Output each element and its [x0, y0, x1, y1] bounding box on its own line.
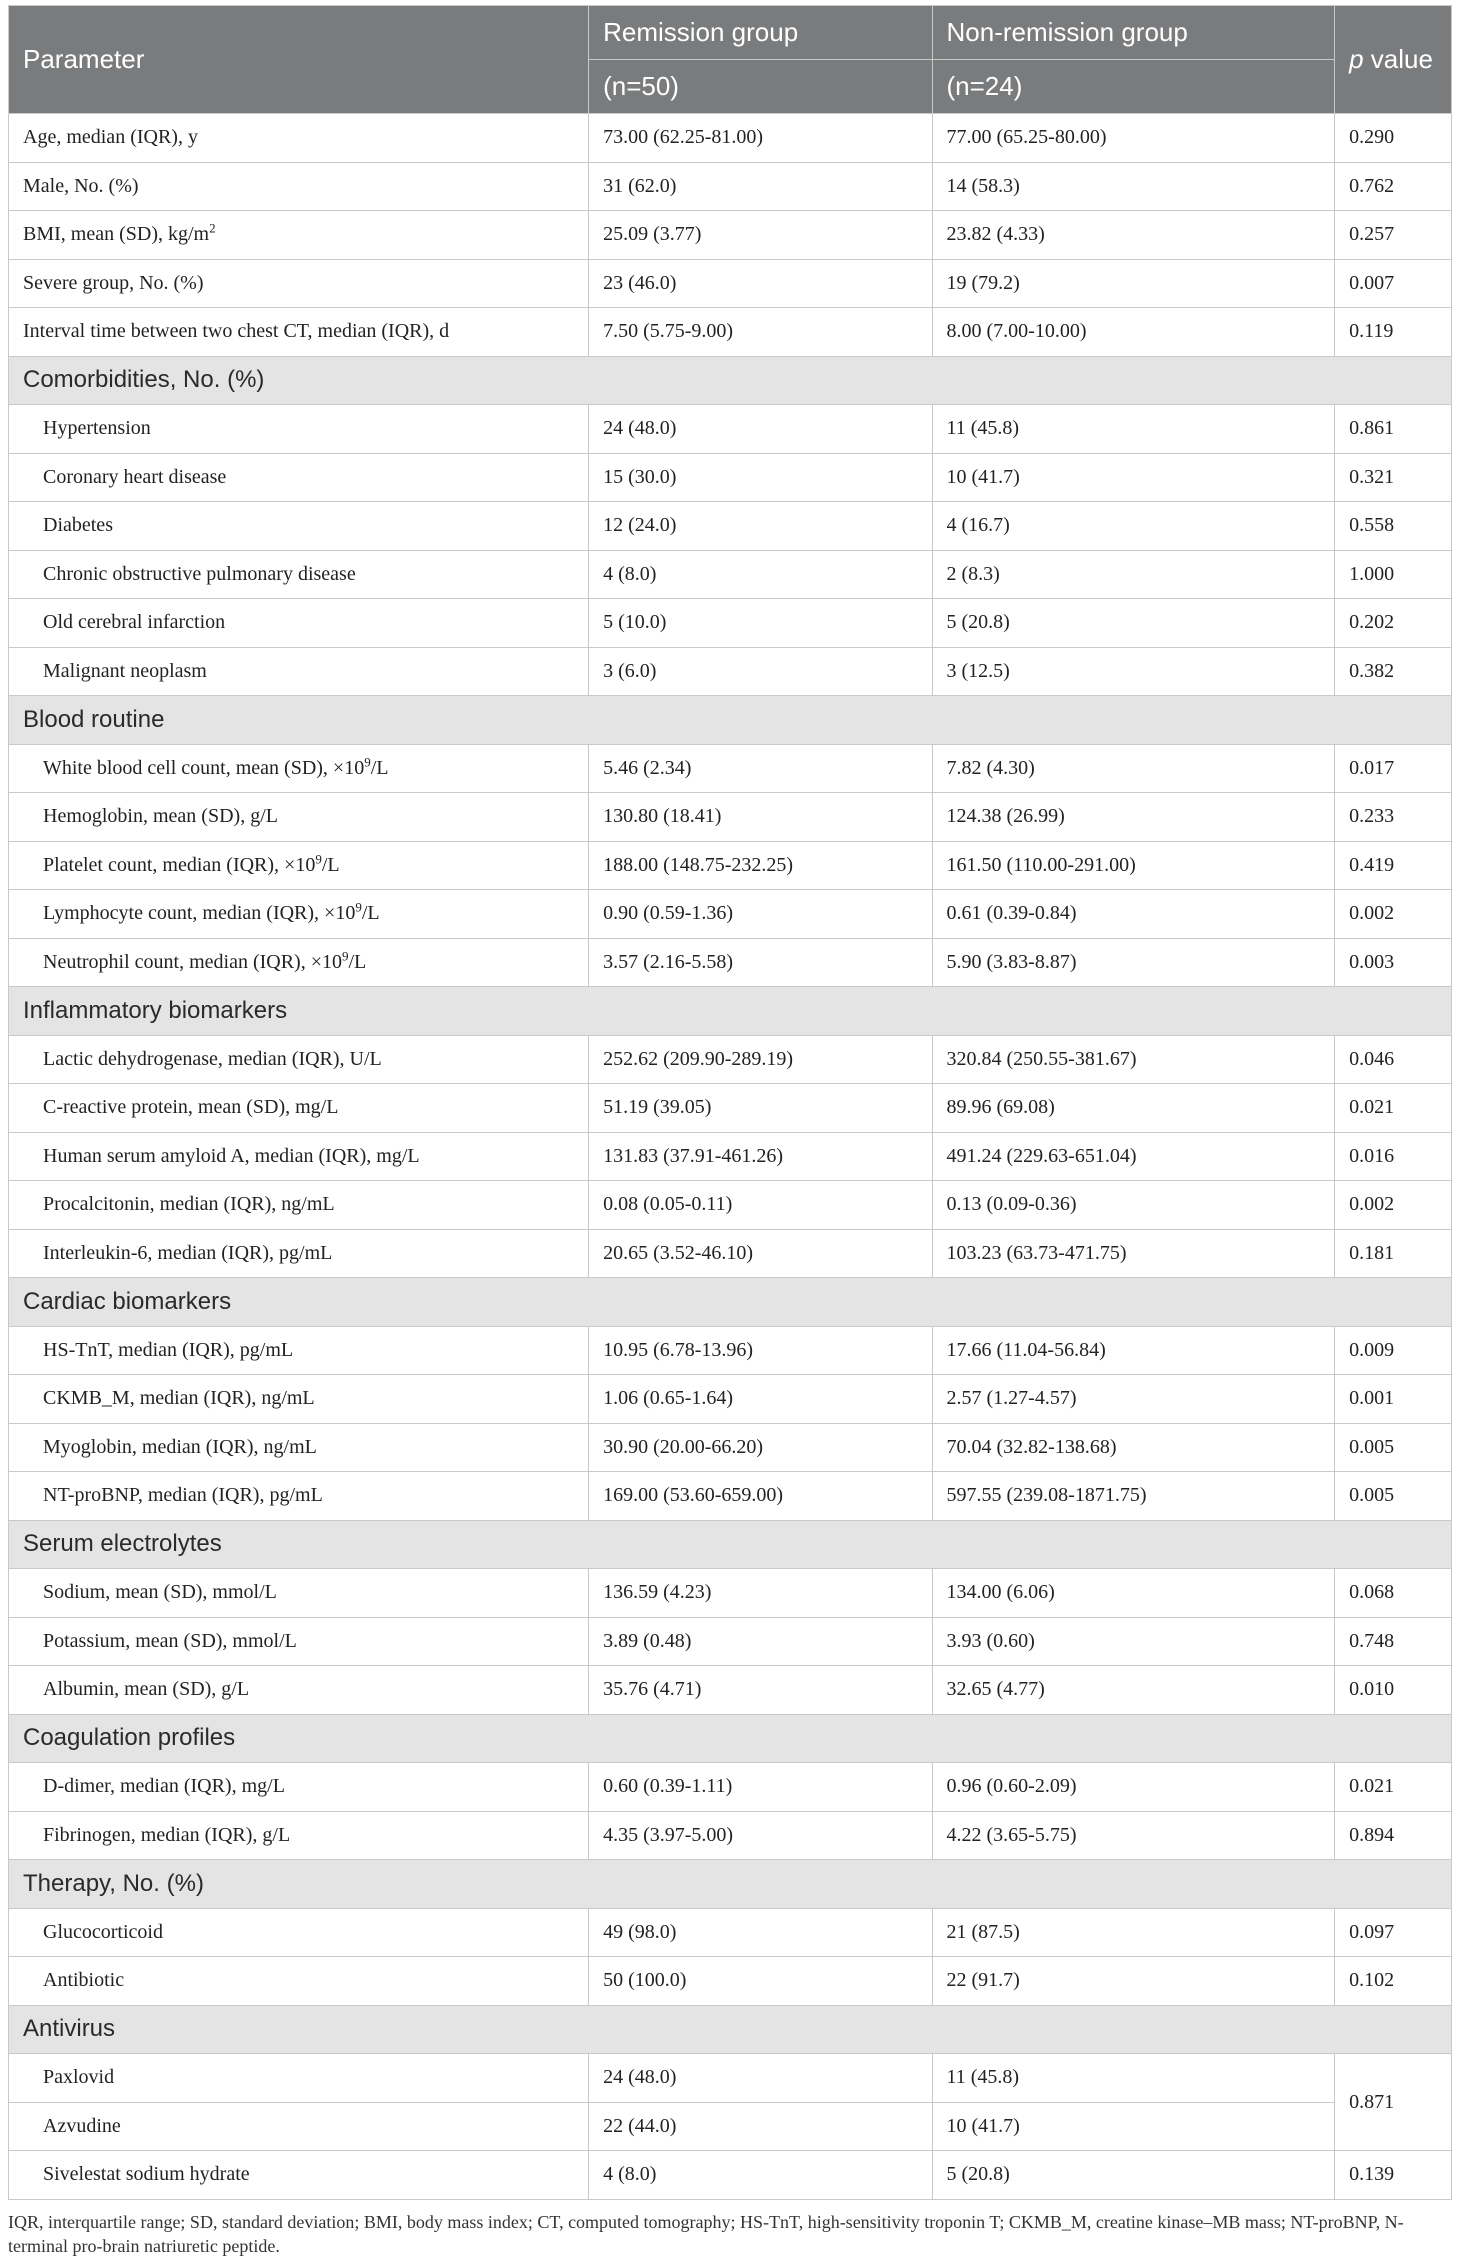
nonremission-value: 70.04 (32.82-138.68): [932, 1423, 1335, 1472]
p-value: 0.558: [1335, 502, 1452, 551]
table-row: [9, 1375, 1452, 1424]
table-row: [9, 1617, 1452, 1666]
table-row: [9, 938, 1452, 987]
remission-value: 10.95 (6.78-13.96): [589, 1326, 932, 1375]
row-label: [9, 211, 589, 260]
p-value: 0.002: [1335, 1181, 1452, 1230]
row-label-text: Lymphocyte count, median (IQR), ×10: [43, 902, 356, 925]
row-label: Sivelestat sodium hydrate: [9, 2151, 589, 2200]
row-label: Myoglobin, median (IQR), ng/mL: [9, 1423, 589, 1472]
p-value: 0.001: [1335, 1375, 1452, 1424]
row-label: Severe group, No. (%): [9, 259, 589, 308]
p-value: 0.762: [1335, 162, 1452, 211]
table-row: [9, 162, 1452, 211]
remission-value: 188.00 (148.75-232.25): [589, 841, 932, 890]
p-value: 0.007: [1335, 259, 1452, 308]
table-row: [9, 1229, 1452, 1278]
header-p-value: [1335, 6, 1452, 114]
p-value: 0.748: [1335, 1617, 1452, 1666]
nonremission-value: 161.50 (110.00-291.00): [932, 841, 1335, 890]
p-value: 0.419: [1335, 841, 1452, 890]
remission-value: 0.60 (0.39-1.11): [589, 1763, 932, 1812]
remission-value: 5.46 (2.34): [589, 744, 932, 793]
nonremission-value: 5 (20.8): [932, 2151, 1335, 2200]
remission-value: 30.90 (20.00-66.20): [589, 1423, 932, 1472]
row-label: Procalcitonin, median (IQR), ng/mL: [9, 1181, 589, 1230]
p-value: 0.321: [1335, 453, 1452, 502]
p-value: 0.005: [1335, 1472, 1452, 1521]
table-row: [9, 453, 1452, 502]
remission-value: 20.65 (3.52-46.10): [589, 1229, 932, 1278]
row-label: Interleukin-6, median (IQR), pg/mL: [9, 1229, 589, 1278]
row-label: Hemoglobin, mean (SD), g/L: [9, 793, 589, 842]
p-value: 0.097: [1335, 1908, 1452, 1957]
remission-value: 51.19 (39.05): [589, 1084, 932, 1133]
p-value: 0.016: [1335, 1132, 1452, 1181]
remission-value: 169.00 (53.60-659.00): [589, 1472, 932, 1521]
section-title: Antivirus: [9, 2005, 1452, 2054]
p-value: 0.102: [1335, 1957, 1452, 2006]
table-row: [9, 793, 1452, 842]
row-label: Azvudine: [9, 2102, 589, 2151]
table-row: [9, 1472, 1452, 1521]
nonremission-value: 11 (45.8): [932, 2054, 1335, 2103]
p-value: 0.010: [1335, 1666, 1452, 1715]
row-label-text: BMI, mean (SD), kg/m: [23, 223, 210, 246]
p-value: 0.003: [1335, 938, 1452, 987]
remission-value: 1.06 (0.65-1.64): [589, 1375, 932, 1424]
table-row: [9, 550, 1452, 599]
section-header-row: [9, 696, 1452, 745]
p-value: 0.861: [1335, 405, 1452, 454]
row-label: HS-TnT, median (IQR), pg/mL: [9, 1326, 589, 1375]
header-remission-n: (n=50): [589, 60, 932, 114]
remission-value: 50 (100.0): [589, 1957, 932, 2006]
nonremission-value: 320.84 (250.55-381.67): [932, 1035, 1335, 1084]
row-label: C-reactive protein, mean (SD), mg/L: [9, 1084, 589, 1133]
nonremission-value: 11 (45.8): [932, 405, 1335, 454]
nonremission-value: 89.96 (69.08): [932, 1084, 1335, 1133]
nonremission-value: 22 (91.7): [932, 1957, 1335, 2006]
nonremission-value: 32.65 (4.77): [932, 1666, 1335, 1715]
section-header-row: [9, 2005, 1452, 2054]
nonremission-value: 0.61 (0.39-0.84): [932, 890, 1335, 939]
row-label: Age, median (IQR), y: [9, 114, 589, 163]
nonremission-value: 597.55 (239.08-1871.75): [932, 1472, 1335, 1521]
row-label: [9, 744, 589, 793]
remission-value: 7.50 (5.75-9.00): [589, 308, 932, 357]
remission-value: 252.62 (209.90-289.19): [589, 1035, 932, 1084]
row-label-superscript: 9: [355, 899, 362, 915]
p-value: 0.046: [1335, 1035, 1452, 1084]
row-label: Old cerebral infarction: [9, 599, 589, 648]
table-row: [9, 502, 1452, 551]
nonremission-value: 134.00 (6.06): [932, 1569, 1335, 1618]
p-value: 0.257: [1335, 211, 1452, 260]
remission-value: 31 (62.0): [589, 162, 932, 211]
section-header-row: [9, 1278, 1452, 1327]
nonremission-value: 5.90 (3.83-8.87): [932, 938, 1335, 987]
table-row: [9, 1811, 1452, 1860]
p-value: 0.021: [1335, 1084, 1452, 1133]
section-title: Serum electrolytes: [9, 1520, 1452, 1569]
header-nonremission-title: Non-remission group: [932, 6, 1335, 60]
row-label: Coronary heart disease: [9, 453, 589, 502]
row-label-text: Platelet count, median (IQR), ×10: [43, 853, 316, 876]
nonremission-value: 10 (41.7): [932, 2102, 1335, 2151]
p-value: 0.009: [1335, 1326, 1452, 1375]
nonremission-value: 491.24 (229.63-651.04): [932, 1132, 1335, 1181]
row-label: Potassium, mean (SD), mmol/L: [9, 1617, 589, 1666]
table-row: [9, 1957, 1452, 2006]
p-value: 0.871: [1335, 2054, 1452, 2151]
nonremission-value: 4 (16.7): [932, 502, 1335, 551]
header-parameter: Parameter: [9, 6, 589, 114]
p-value: 0.202: [1335, 599, 1452, 648]
remission-value: 3.89 (0.48): [589, 1617, 932, 1666]
table-row: [9, 2054, 1452, 2103]
p-value: 1.000: [1335, 550, 1452, 599]
p-value: 0.119: [1335, 308, 1452, 357]
row-label-superscript: 9: [315, 851, 322, 867]
table-row: [9, 1181, 1452, 1230]
nonremission-value: 4.22 (3.65-5.75): [932, 1811, 1335, 1860]
row-label-suffix: /L: [321, 853, 340, 876]
remission-value: 5 (10.0): [589, 599, 932, 648]
nonremission-value: 2.57 (1.27-4.57): [932, 1375, 1335, 1424]
row-label-superscript: 9: [342, 948, 349, 964]
nonremission-value: 3.93 (0.60): [932, 1617, 1335, 1666]
table-row: [9, 647, 1452, 696]
table-row: [9, 1763, 1452, 1812]
nonremission-value: 103.23 (63.73-471.75): [932, 1229, 1335, 1278]
nonremission-value: 7.82 (4.30): [932, 744, 1335, 793]
row-label: Male, No. (%): [9, 162, 589, 211]
remission-value: 73.00 (62.25-81.00): [589, 114, 932, 163]
row-label-suffix: /L: [348, 950, 367, 973]
row-label: [9, 841, 589, 890]
remission-value: 22 (44.0): [589, 2102, 932, 2151]
table-row: [9, 1132, 1452, 1181]
row-label: Human serum amyloid A, median (IQR), mg/L: [9, 1132, 589, 1181]
row-label: Chronic obstructive pulmonary disease: [9, 550, 589, 599]
nonremission-value: 10 (41.7): [932, 453, 1335, 502]
table-footnote: IQR, interquartile range; SD, standard deviation; BMI, body mass index; CT, computed tomography; HS-TnT, high-sensitivity troponin T; CKMB_M, creatine kinase–MB mass; NT-proBNP, N-terminal pro-brain natriuretic peptide.: [8, 2211, 1404, 2256]
p-value: 0.139: [1335, 2151, 1452, 2200]
p-value: 0.005: [1335, 1423, 1452, 1472]
row-label-superscript: 9: [364, 754, 371, 770]
row-label-text: Neutrophil count, median (IQR), ×10: [43, 950, 342, 973]
table-row: [9, 744, 1452, 793]
remission-value: 23 (46.0): [589, 259, 932, 308]
remission-value: 4 (8.0): [589, 2151, 932, 2200]
header-remission-title: Remission group: [589, 6, 932, 60]
remission-value: 130.80 (18.41): [589, 793, 932, 842]
nonremission-value: 124.38 (26.99): [932, 793, 1335, 842]
p-value: 0.894: [1335, 1811, 1452, 1860]
remission-value: 25.09 (3.77): [589, 211, 932, 260]
table-row: [9, 211, 1452, 260]
row-label-text: White blood cell count, mean (SD), ×10: [43, 756, 365, 779]
row-label: [9, 890, 589, 939]
remission-value: 35.76 (4.71): [589, 1666, 932, 1715]
p-value: 0.021: [1335, 1763, 1452, 1812]
document: [8, 5, 1452, 2258]
results-table: [8, 5, 1452, 2200]
row-label: Diabetes: [9, 502, 589, 551]
table-row: [9, 405, 1452, 454]
row-label: Hypertension: [9, 405, 589, 454]
p-value: 0.382: [1335, 647, 1452, 696]
nonremission-value: 3 (12.5): [932, 647, 1335, 696]
remission-value: 24 (48.0): [589, 405, 932, 454]
section-header-row: [9, 1714, 1452, 1763]
row-label: CKMB_M, median (IQR), ng/mL: [9, 1375, 589, 1424]
remission-value: 0.08 (0.05-0.11): [589, 1181, 932, 1230]
table-header: [9, 6, 1452, 114]
table-body: [9, 114, 1452, 2200]
row-label-superscript: 2: [209, 220, 216, 236]
section-title: Cardiac biomarkers: [9, 1278, 1452, 1327]
row-label: NT-proBNP, median (IQR), pg/mL: [9, 1472, 589, 1521]
nonremission-value: 0.96 (0.60-2.09): [932, 1763, 1335, 1812]
remission-value: 136.59 (4.23): [589, 1569, 932, 1618]
row-label-suffix: /L: [361, 902, 380, 925]
row-label: Malignant neoplasm: [9, 647, 589, 696]
nonremission-value: 8.00 (7.00-10.00): [932, 308, 1335, 357]
remission-value: 24 (48.0): [589, 2054, 932, 2103]
row-label: Lactic dehydrogenase, median (IQR), U/L: [9, 1035, 589, 1084]
nonremission-value: 14 (58.3): [932, 162, 1335, 211]
nonremission-value: 77.00 (65.25-80.00): [932, 114, 1335, 163]
nonremission-value: 23.82 (4.33): [932, 211, 1335, 260]
section-header-row: [9, 1860, 1452, 1909]
remission-value: 4 (8.0): [589, 550, 932, 599]
section-header-row: [9, 987, 1452, 1036]
section-title: Therapy, No. (%): [9, 1860, 1452, 1909]
table-row: [9, 1326, 1452, 1375]
nonremission-value: 0.13 (0.09-0.36): [932, 1181, 1335, 1230]
table-row: [9, 1035, 1452, 1084]
header-nonremission-n: (n=24): [932, 60, 1335, 114]
section-title: Coagulation profiles: [9, 1714, 1452, 1763]
row-label-suffix: /L: [370, 756, 389, 779]
row-label: Glucocorticoid: [9, 1908, 589, 1957]
section-header-row: [9, 356, 1452, 405]
nonremission-value: 19 (79.2): [932, 259, 1335, 308]
table-row: [9, 1423, 1452, 1472]
section-title: Blood routine: [9, 696, 1452, 745]
section-title: Comorbidities, No. (%): [9, 356, 1452, 405]
table-row: [9, 599, 1452, 648]
nonremission-value: 5 (20.8): [932, 599, 1335, 648]
row-label: [9, 938, 589, 987]
remission-value: 15 (30.0): [589, 453, 932, 502]
row-label: Interval time between two chest CT, median (IQR), d: [9, 308, 589, 357]
table-row: [9, 2102, 1452, 2151]
p-value: 0.017: [1335, 744, 1452, 793]
remission-value: 131.83 (37.91-461.26): [589, 1132, 932, 1181]
p-value: 0.290: [1335, 114, 1452, 163]
remission-value: 3.57 (2.16-5.58): [589, 938, 932, 987]
p-value: 0.181: [1335, 1229, 1452, 1278]
p-value: 0.002: [1335, 890, 1452, 939]
p-value: 0.233: [1335, 793, 1452, 842]
section-header-row: [9, 1520, 1452, 1569]
row-label: Albumin, mean (SD), g/L: [9, 1666, 589, 1715]
table-row: [9, 259, 1452, 308]
row-label: Antibiotic: [9, 1957, 589, 2006]
nonremission-value: 2 (8.3): [932, 550, 1335, 599]
table-row: [9, 1084, 1452, 1133]
table-row: [9, 1666, 1452, 1715]
row-label: D-dimer, median (IQR), mg/L: [9, 1763, 589, 1812]
table-row: [9, 1569, 1452, 1618]
header-p-rest: value: [1363, 44, 1433, 74]
p-value: 0.068: [1335, 1569, 1452, 1618]
remission-value: 12 (24.0): [589, 502, 932, 551]
table-row: [9, 890, 1452, 939]
row-label: Fibrinogen, median (IQR), g/L: [9, 1811, 589, 1860]
remission-value: 0.90 (0.59-1.36): [589, 890, 932, 939]
remission-value: 49 (98.0): [589, 1908, 932, 1957]
remission-value: 3 (6.0): [589, 647, 932, 696]
table-row: [9, 308, 1452, 357]
table-row: [9, 114, 1452, 163]
row-label: Sodium, mean (SD), mmol/L: [9, 1569, 589, 1618]
table-row: [9, 2151, 1452, 2200]
remission-value: 4.35 (3.97-5.00): [589, 1811, 932, 1860]
table-row: [9, 1908, 1452, 1957]
nonremission-value: 21 (87.5): [932, 1908, 1335, 1957]
section-title: Inflammatory biomarkers: [9, 987, 1452, 1036]
row-label: Paxlovid: [9, 2054, 589, 2103]
table-row: [9, 841, 1452, 890]
header-p-letter: p: [1349, 44, 1364, 74]
nonremission-value: 17.66 (11.04-56.84): [932, 1326, 1335, 1375]
